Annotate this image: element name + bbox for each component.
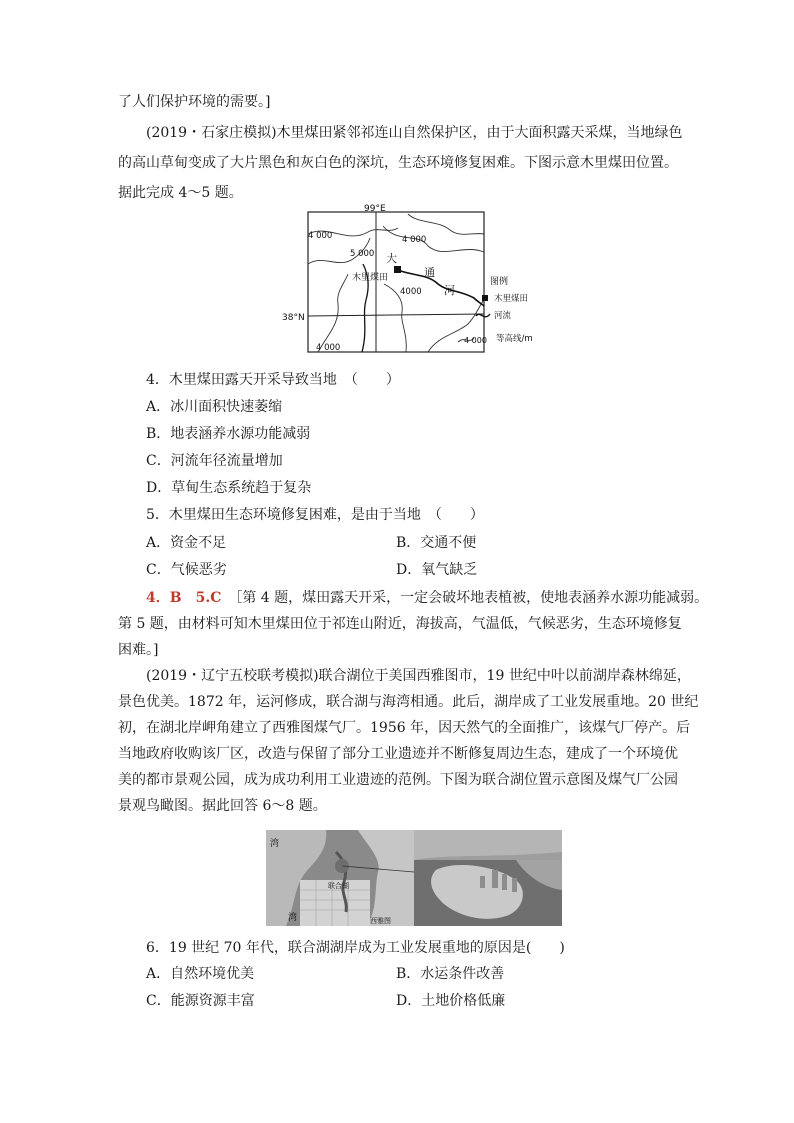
contour-label: 4 000 [402, 235, 427, 245]
text-line: 当地政府收购该厂区，改造与保留了部分工业遗迹并不断修复周边生态，建成了一个环境优 [118, 746, 678, 762]
option: D．土地价格低廉 [396, 993, 506, 1009]
text-line: 的高山草甸变成了大片黑色和灰白色的深坑，生态环境修复困难。下图示意木里煤田位置。 [118, 155, 678, 171]
lake-union-figure [266, 830, 562, 926]
longitude-label: 99°E [364, 204, 386, 214]
text-line: 美的都市景观公园，成为成功利用工业遗迹的范例。下图为联合湖位置示意图及煤气厂公园 [118, 772, 678, 788]
legend-site-icon [482, 295, 488, 301]
explanation-line: 困难。] [118, 642, 159, 658]
bay-label: 湾 [288, 913, 298, 923]
question-4-stem: 4．木里煤田露天开采导致当地 （ ） [146, 372, 400, 388]
contour-label: 4 000 [316, 343, 341, 353]
river-name-char: 大 [386, 252, 397, 265]
contour-label: 5 000 [350, 249, 375, 259]
legend-site-label: 木里煤田 [494, 294, 529, 304]
option: A．冰川面积快速萎缩 [146, 399, 283, 415]
option: B．地表涵养水源功能减弱 [146, 426, 311, 442]
legend-title: 图例 [490, 277, 509, 287]
lake-label: 联合湖 [328, 882, 349, 890]
question-5-stem: 5．木里煤田生态环境修复困难，是由于当地 （ ） [146, 507, 484, 523]
contour-label: 4 000 [308, 231, 333, 241]
coalfield-marker [394, 266, 401, 273]
option: D．氧气缺乏 [396, 562, 478, 578]
option: A．自然环境优美 [146, 966, 255, 982]
answer-4: 4．B [146, 590, 182, 606]
explanation-line: 第 5 题，由材料可知木里煤田位于祁连山附近，海拔高，气温低，气候恶劣，生态环境修复 [118, 616, 682, 632]
option: C．河流年径流量增加 [146, 453, 283, 469]
text-line: 景观鸟瞰图。据此回答 6～8 题。 [118, 798, 327, 814]
option: A．资金不足 [146, 535, 227, 551]
answer-5: 5.C [195, 590, 222, 606]
river-name-char: 河 [444, 284, 455, 297]
text-line: 初，在湖北岸岬角建立了西雅图煤气厂。1956 年，因天然气的全面推广，该煤气厂停产。后 [118, 720, 691, 736]
option: D．草甸生态系统趋于复杂 [146, 480, 312, 496]
contour-label: 4000 [400, 287, 422, 297]
question-6-stem: 6．19 世纪 70 年代，联合湖湖岸成为工业发展重地的原因是( ) [146, 940, 565, 956]
text-line: (2019・辽宁五校联考模拟)联合湖位于美国西雅图市，19 世纪中叶以前湖岸森林绵延， [146, 668, 691, 684]
river-name-char: 通 [424, 266, 435, 279]
text-line: 景色优美。1872 年，运河修成，联合湖与海湾相通。此后，湖岸成了工业发展重地。20 世纪 [118, 694, 699, 710]
legend-river-label: 河流 [494, 311, 512, 321]
answer-line [146, 588, 708, 608]
legend-contour-label: 等高线/m [496, 334, 533, 344]
text-line: (2019・石家庄模拟)木里煤田紧邻祁连山自然保护区，由于大面积露天采煤，当地绿色 [146, 125, 683, 141]
site-label: 木里煤田 [352, 273, 389, 283]
option: B．交通不便 [396, 535, 477, 551]
explanation-text: ［第 4 题，煤田露天开采，一定会破坏地表植被，使地表涵养水源功能减弱。 [235, 590, 709, 606]
option: C．能源资源丰富 [146, 993, 255, 1009]
latitude-label: 38°N [282, 313, 305, 323]
text-line: 据此完成 4～5 题。 [118, 185, 243, 201]
muli-coalfield-map [278, 204, 558, 356]
text-line: 了人们保护环境的需要。] [118, 94, 271, 110]
bay-label: 湾 [270, 839, 280, 849]
legend-contour-sample: 4 000 [464, 336, 487, 345]
option: C．气候恶劣 [146, 562, 227, 578]
city-label: 西雅图 [370, 917, 391, 925]
option: B．水运条件改善 [396, 966, 505, 982]
